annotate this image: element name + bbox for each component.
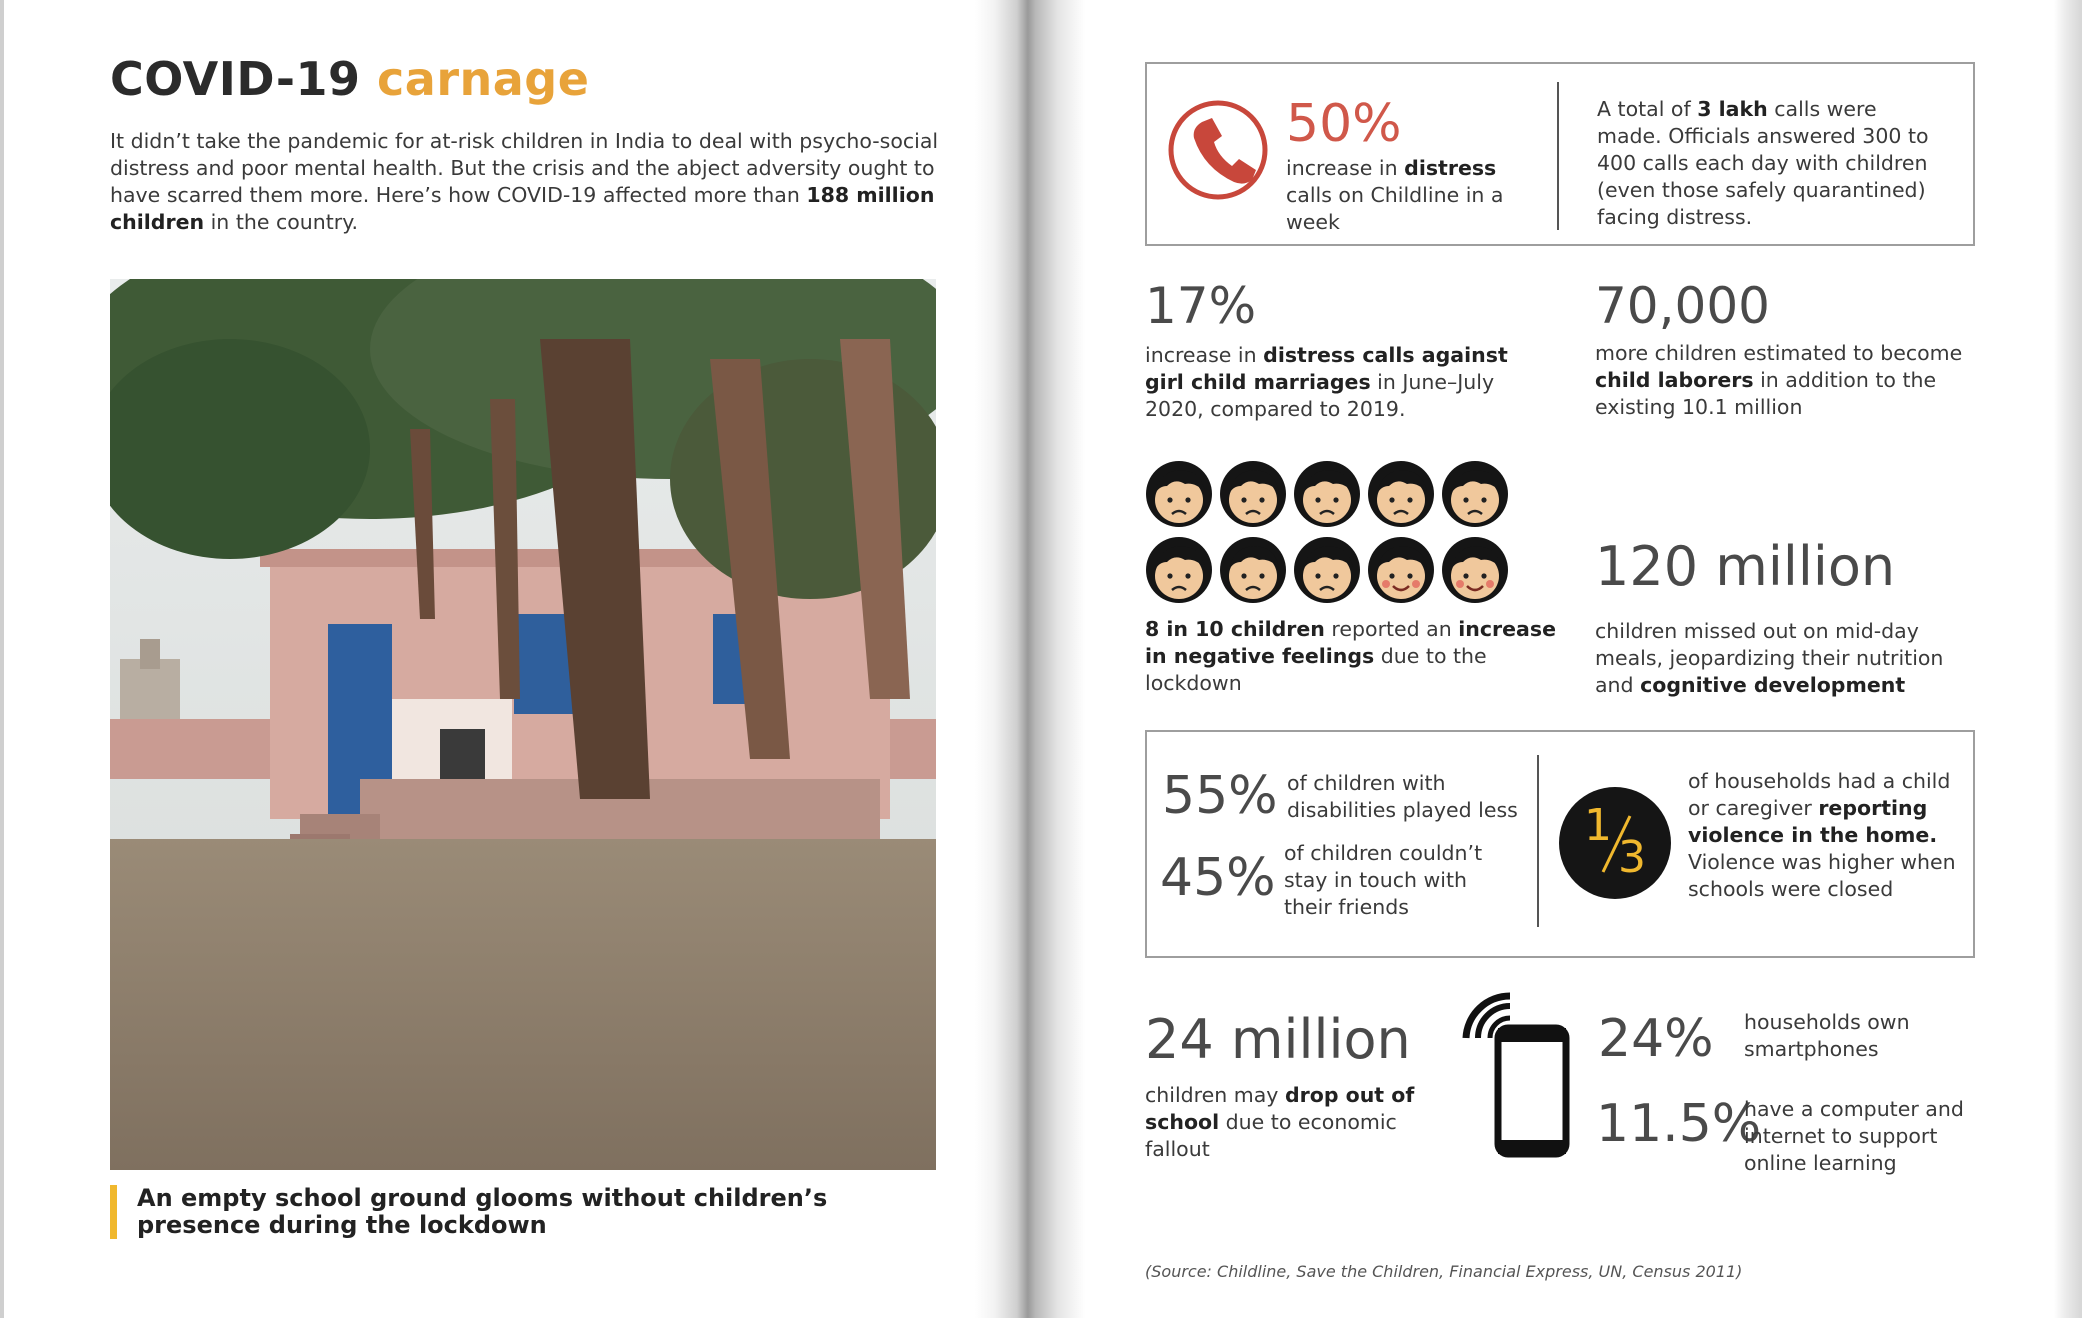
- meals-text-a: children missed out on mid-day meals, jeopardizing their nutrition and: [1595, 619, 1944, 697]
- sad-child-icon: [1441, 460, 1509, 528]
- violence-text-b: Violence was higher when schools were closed: [1688, 850, 1956, 901]
- calls-text-bold: distress: [1404, 156, 1497, 180]
- intro-text-end: in the country.: [204, 210, 358, 234]
- sad-child-icon: [1145, 460, 1213, 528]
- page-edge-right: [2054, 0, 2082, 1318]
- marriage-text-b: in June–July 2020, compared to 2019.: [1145, 370, 1495, 421]
- fraction-denominator: 3: [1618, 832, 1646, 883]
- feelings-bold-2: increase in negative feelings: [1145, 617, 1556, 668]
- happy-child-icon: [1367, 536, 1435, 604]
- labour-text-a: more children estimated to become: [1595, 341, 1963, 365]
- dropout-text-a: children may: [1145, 1083, 1285, 1107]
- calls-text: [1286, 155, 1546, 236]
- feelings-text: [1145, 616, 1565, 697]
- title-accent: carnage: [377, 52, 590, 106]
- children-faces-grid: [1145, 460, 1515, 600]
- intro-bold: 188 million children: [110, 183, 935, 234]
- friends-text: of children couldn’t stay in touch with their friends: [1284, 841, 1483, 919]
- page-edge-left: [0, 0, 4, 1318]
- smartphone-icon: [1462, 992, 1572, 1162]
- friends-value: 45%: [1160, 848, 1276, 908]
- source-note: (Source: Childline, Save the Children, Financial Express, UN, Census 2011): [1145, 1262, 1743, 1281]
- marriage-value: 17%: [1145, 277, 1257, 335]
- violence-text: [1688, 768, 1968, 903]
- calls-percent: 50%: [1286, 94, 1402, 154]
- labour-text-b: in addition to the existing 10.1 million: [1595, 368, 1937, 419]
- calls-total-text: [1597, 96, 1947, 231]
- violence-text-bold: reporting violence in the home.: [1688, 796, 1938, 847]
- happy-child-icon: [1441, 536, 1509, 604]
- intro-text: It didn’t take the pandemic for at-risk children in India to deal with psycho-social distress and poor mental health. But the crisis and the abject adversity ought to have scarred them more. Here’s how COVID-19 affected more than: [110, 129, 939, 207]
- violence-text-a: of households had a child or caregiver: [1688, 769, 1951, 820]
- fraction-numerator: 1: [1584, 800, 1612, 851]
- meals-text-bold: cognitive development: [1640, 673, 1906, 697]
- photo-caption: An empty school ground glooms without children’s presence during the lockdown: [110, 1185, 957, 1239]
- dropout-text-b: due to economic fallout: [1145, 1110, 1397, 1161]
- calls-text-a: increase in: [1286, 156, 1405, 180]
- labour-value: 70,000: [1595, 277, 1770, 335]
- disabilities-text: of children with disabilities played less: [1287, 771, 1518, 822]
- book-spine: [975, 0, 1085, 1318]
- title-main: COVID-19: [110, 52, 361, 106]
- sad-child-icon: [1293, 460, 1361, 528]
- intro-paragraph: [110, 128, 940, 236]
- feelings-text-a: reported an: [1324, 617, 1459, 641]
- marriage-text-bold: distress calls against girl child marriages: [1145, 343, 1508, 394]
- feelings-text-b: due to the lockdown: [1145, 644, 1487, 695]
- calls-total-a: A total of: [1597, 97, 1698, 121]
- computer-text: have a computer and internet to support online learning: [1744, 1097, 1964, 1175]
- labour-text: [1595, 340, 1975, 421]
- sad-child-icon: [1219, 460, 1287, 528]
- sad-child-icon: [1293, 536, 1361, 604]
- dropout-text: [1145, 1082, 1435, 1163]
- marriage-text-a: increase in: [1145, 343, 1264, 367]
- sad-child-icon: [1145, 536, 1213, 604]
- disabilities-value: 55%: [1162, 766, 1278, 826]
- one-third-icon: [1558, 786, 1672, 900]
- smartphones-text: households own smartphones: [1744, 1010, 1910, 1061]
- marriage-text: [1145, 342, 1545, 423]
- page-title: [110, 52, 589, 106]
- feelings-bold-1: 8 in 10 children: [1145, 617, 1325, 641]
- calls-total-b: calls were made. Officials answered 300 to 400 calls each day with children (even those safely quarantined) facing distress.: [1597, 97, 1929, 229]
- labour-text-bold: child laborers: [1595, 368, 1754, 392]
- meals-value: 120 million: [1595, 535, 1896, 598]
- wellbeing-divider: [1537, 755, 1539, 927]
- dropout-text-bold: drop out of school: [1145, 1083, 1415, 1134]
- smartphones-value: 24%: [1598, 1009, 1714, 1069]
- sad-child-icon: [1367, 460, 1435, 528]
- dropout-value: 24 million: [1145, 1008, 1411, 1071]
- meals-text: [1595, 618, 1955, 699]
- calls-total-bold: 3 lakh: [1697, 97, 1768, 121]
- sad-child-icon: [1219, 536, 1287, 604]
- phone-icon: [1166, 98, 1270, 202]
- calls-divider: [1557, 82, 1559, 230]
- computer-value: 11.5%: [1596, 1094, 1762, 1154]
- calls-text-b: calls on Childline in a week: [1286, 183, 1504, 234]
- school-photo-illustration: [110, 279, 936, 1170]
- school-photo: [110, 279, 936, 1170]
